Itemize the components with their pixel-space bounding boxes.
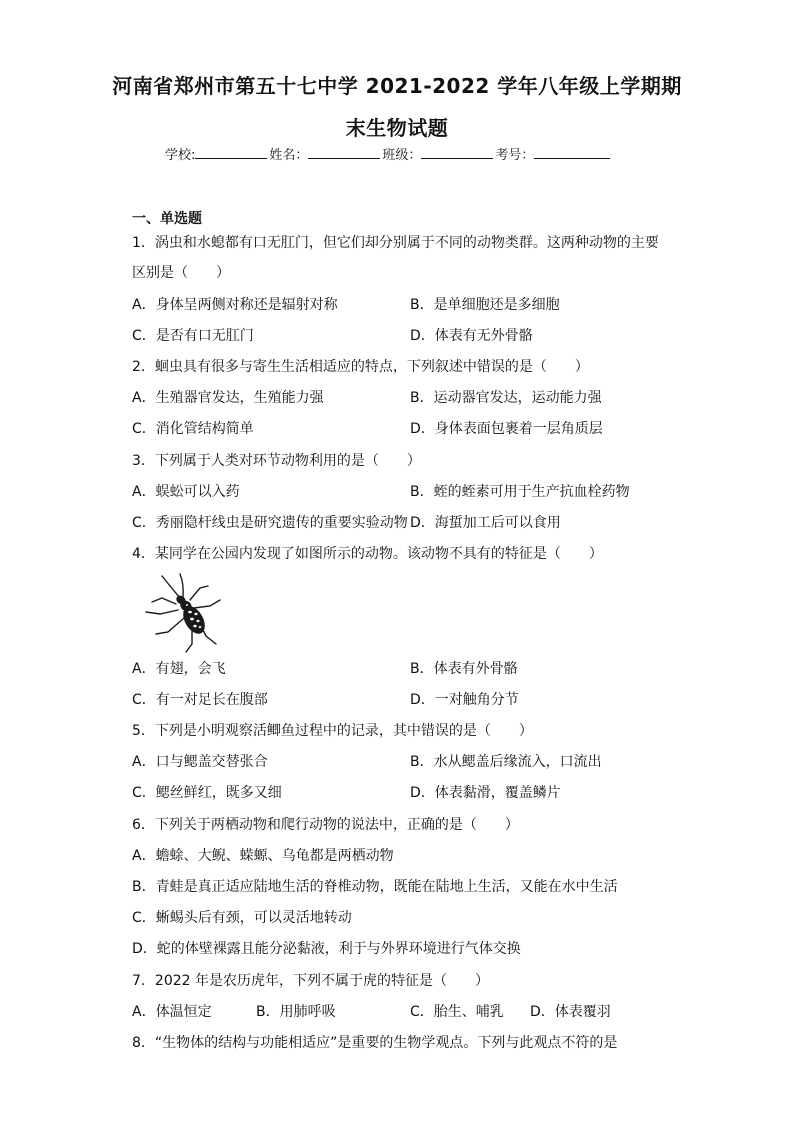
question-5-stem: 5．下列是小明观察活鲫鱼过程中的记录，其中错误的是（ ） [132,723,533,739]
name-blank[interactable] [308,146,380,159]
question-3-option-d[interactable]: D．海蜇加工后可以食用 [410,515,561,531]
section-heading: 一、单选题 [132,211,202,227]
question-2-stem: 2．蛔虫具有很多与寄生生活相适应的特点，下列叙述中错误的是（ ） [132,359,589,375]
question-5-option-a[interactable]: A．口与鳃盖交替张合 [132,754,268,770]
question-6-option-d[interactable]: D．蛇的体壁裸露且能分泌黏液，利于与外界环境进行气体交换 [132,941,521,957]
question-6-option-a[interactable]: A．蟾蜍、大鲵、蝾螈、乌龟都是两栖动物 [132,848,394,864]
question-1-option-c[interactable]: C．是否有口无肛门 [132,328,254,344]
question-7-option-b[interactable]: B．用肺呼吸 [256,1004,336,1020]
question-5-option-d[interactable]: D．体表黏滑，覆盖鳞片 [410,785,561,801]
page-title-line1: 河南省郑州市第五十七中学 2021-2022 学年八年级上学期期 [112,74,682,98]
question-4-stem: 4．某同学在公园内发现了如图所示的动物。该动物不具有的特征是（ ） [132,546,603,562]
question-1-option-a[interactable]: A．身体呈两侧对称还是辐射对称 [132,297,338,313]
question-2-option-a[interactable]: A．生殖器官发达，生殖能力强 [132,390,324,406]
question-5-option-b[interactable]: B．水从鳃盖后缘流入，口流出 [410,754,602,770]
question-4-option-b[interactable]: B．体表有外骨骼 [410,661,518,677]
question-4-option-d[interactable]: D．一对触角分节 [410,692,519,708]
question-3-option-b[interactable]: B．蛭的蛭素可用于生产抗血栓药物 [410,484,630,500]
question-1-option-b[interactable]: B．是单细胞还是多细胞 [410,297,560,313]
question-6-option-c[interactable]: C．蜥蜴头后有颈，可以灵活地转动 [132,910,352,926]
school-blank[interactable] [195,146,267,159]
class-label: 班级： [382,148,422,163]
question-4-option-a[interactable]: A．有翅，会飞 [132,661,226,677]
page-title-line2: 末生物试题 [345,116,449,140]
question-1-option-d[interactable]: D．体表有无外骨骼 [410,328,533,344]
class-blank[interactable] [421,146,493,159]
question-3-option-a[interactable]: A．蜈蚣可以入药 [132,484,240,500]
question-7-option-d[interactable]: D．体表覆羽 [530,1004,611,1020]
question-7-stem: 7．2022 年是农历虎年，下列不属于虎的特征是（ ） [132,973,489,989]
question-7-option-a[interactable]: A．体温恒定 [132,1004,212,1020]
number-blank[interactable] [534,146,610,159]
question-2-option-b[interactable]: B．运动器官发达，运动能力强 [410,390,602,406]
question-6-option-b[interactable]: B．青蛙是真正适应陆地生活的脊椎动物，既能在陆地上生活，又能在水中生活 [132,879,618,895]
question-1-stem-cont: 区别是（ ） [132,265,230,281]
question-3-option-c[interactable]: C．秀丽隐杆线虫是研究遗传的重要实验动物 [132,515,408,531]
question-3-stem: 3．下列属于人类对环节动物利用的是（ ） [132,453,421,469]
question-5-option-c[interactable]: C．鳃丝鲜红，既多又细 [132,785,282,801]
number-label: 考号： [495,148,535,163]
question-2-option-d[interactable]: D．身体表面包裹着一层角质层 [410,421,603,437]
question-2-option-c[interactable]: C．消化管结构简单 [132,421,254,437]
longhorn-beetle-image [140,572,226,654]
question-7-option-c[interactable]: C．胎生、哺乳 [410,1004,504,1020]
student-info-line [165,144,612,163]
question-1-stem: 1．涡虫和水螅都有口无肛门，但它们却分别属于不同的动物类群。这两种动物的主要 [132,235,659,251]
question-8-stem: 8．“生物体的结构与功能相适应”是重要的生物学观点。下列与此观点不符的是 [132,1035,618,1051]
name-label: 姓名： [269,148,309,163]
school-label: 学校: [165,148,196,163]
question-4-option-c[interactable]: C．有一对足长在腹部 [132,692,268,708]
question-6-stem: 6．下列关于两栖动物和爬行动物的说法中，正确的是（ ） [132,817,519,833]
